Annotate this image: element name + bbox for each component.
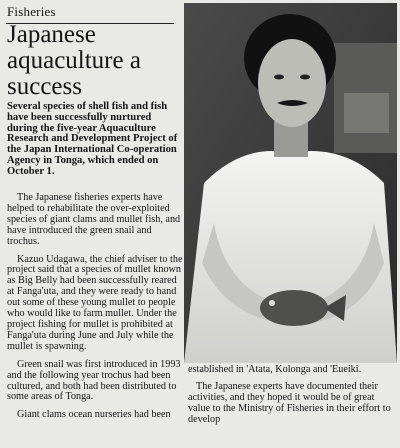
article-body-left — [7, 193, 183, 428]
body-paragraph: The Japanese experts have documented their activities, and they hoped it would be of great value to the Ministry of Fisheries in their effort to develop — [188, 381, 391, 425]
body-paragraph: The Japanese fisheries experts have helped to rehabilitate the over-exploited species of giant clams and mullet fish, and have introduced the green snail and trochus. — [7, 192, 181, 247]
body-paragraph: Green snail was first introduced in 1993 and the following year trochus had been cultured, and both had been distributed to some areas of Tonga. — [7, 358, 181, 403]
headline: Japanese aquaculture a success — [7, 21, 141, 100]
article-photo — [184, 3, 397, 363]
lead-paragraph: Several species of shell fish and fish have been successfully nurtured during the five-year Aquaculture Research and Development Project of the Japan International Co-operation Agency in Tonga, which ended on October 1. — [7, 101, 178, 177]
section-label: Fisheries — [7, 4, 56, 19]
body-paragraph: Giant clams ocean nurseries had been — [17, 409, 171, 421]
body-paragraph: Kazuo Udagawa, the chief adviser to the project said that a species of mullet known as Big Belly had been successfully reared at Fanga'uta, and they were ready to hand out some of these young mullet to people who would like to farm mullet. Under the project fishing for mullet is prohibited at Fanga'uta during June and July while the mullet is spawning. — [7, 253, 183, 352]
photo-portrait-illustration — [184, 3, 397, 363]
body-paragraph: established in 'Atata, Kolonga and 'Eueiki. — [188, 364, 362, 375]
article-body-right — [188, 364, 396, 431]
